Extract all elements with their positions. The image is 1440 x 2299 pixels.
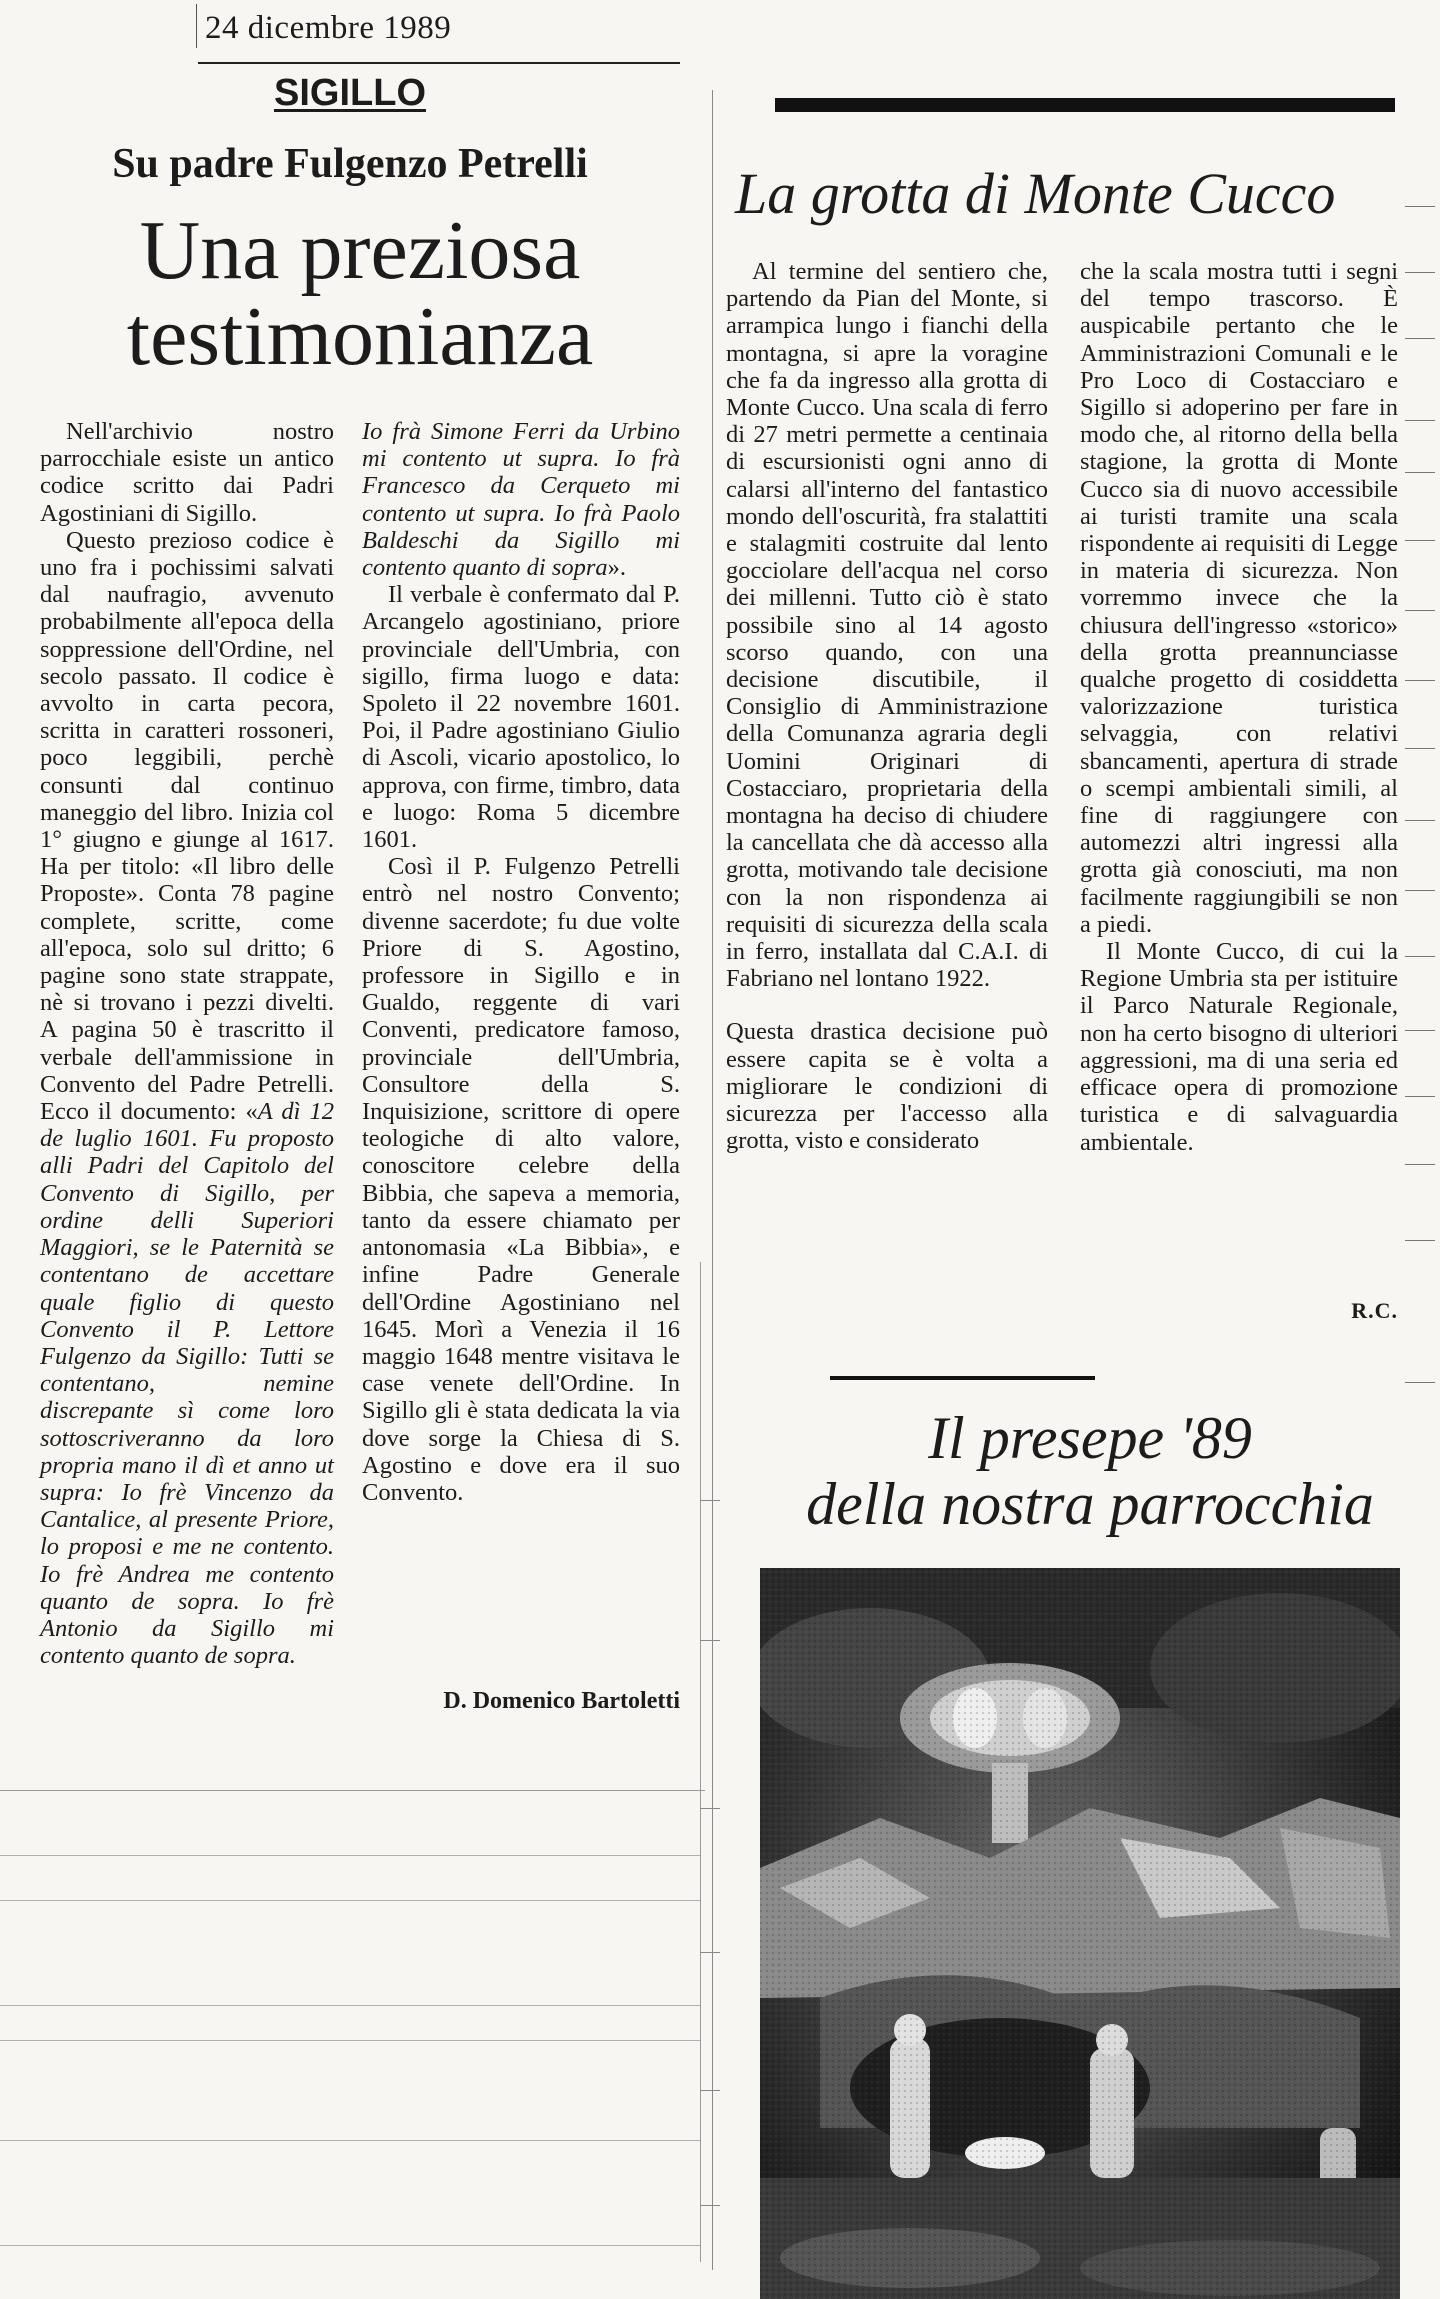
paragraph: Nell'archivio nostro parrocchiale esiste un antico codice scritto dai Padri Agostiniani di Sigillo. <box>40 418 334 527</box>
margin-tick <box>700 1500 720 1501</box>
margin-tick <box>1405 956 1435 957</box>
article-subtitle: Su padre Fulgenzo Petrelli <box>112 141 588 187</box>
paragraph: Il verbale è confermato dal P. Arcangelo agostiniano, priore provinciale dell'Umbria, con sigillo, firma luogo e data: Spoleto il 22 novembre 1601. Poi, il Padre agostiniano Giulio di Ascoli, vicario apostolico, lo approva, con firme, timbro, data e luogo: Roma 5 dicembre 1601. <box>362 581 680 854</box>
quoted-document: A dì 12 de luglio 1601. Fu proposto alli Padri del Capitolo del Convento di Sigillo, per ordine delli Superiori Maggiori, se le Paternità se contentano de accettare quale figlio di questo Convento il P. Lettore Fulgenzo da Sigillo: Tutti se contentano, nemine discrepante sì come loro sottoscriveranno da loro propria mano il dì et anno ut supra: Io frè Vincenzo da Cantalice, al presente Priore, lo proposi e me ne contento. Io frè Andrea me contento quanto de sopra. Io frè Antonio da Sigillo mi contento quanto de sopra. <box>40 1098 334 1670</box>
column-separator <box>700 1262 701 2262</box>
margin-tick <box>700 2205 720 2206</box>
left-article-column-2 <box>362 418 680 1506</box>
section-kicker: SIGILLO <box>274 72 426 114</box>
paragraph: Così il P. Fulgenzo Petrelli entrò nel nostro Convento; divenne sacerdote; fu due volte Priore di S. Agostino, professore in Sigillo e in Gualdo, reggente di vari Conventi, predicatore famoso, provinciale dell'Umbria, Consultore della S. Inquisizione, scrittore di opere teologiche di alto valore, conoscitore celebre della Bibbia, che sapeva a memoria, tanto da essere chiamato per antonomasia «La Bibbia», e infine Padre Generale dell'Ordine Agostiniano nel 1645. Morì a Venezia il 16 maggio 1648 mentre visitava le case venete dell'Ordine. In Sigillo gli è stata dedicata la via dove sorge la Chiesa di S. Agostino e dove era il suo Convento. <box>362 853 680 1506</box>
margin-tick <box>1405 1240 1435 1241</box>
margin-tick <box>1405 1030 1435 1031</box>
right-article-column-2 <box>1080 258 1398 1156</box>
quote-close: ». <box>607 554 627 582</box>
date-marker-line <box>196 4 197 48</box>
margin-tick <box>1405 748 1435 749</box>
margin-tick <box>1405 1382 1435 1383</box>
separator-line <box>0 1855 700 1856</box>
nativity-scene-photo <box>760 1568 1400 2299</box>
separator-line <box>0 2005 700 2006</box>
separator-line <box>0 1790 705 1791</box>
separator-line <box>0 2040 700 2041</box>
publication-date: 24 dicembre 1989 <box>205 10 452 46</box>
margin-tick <box>1405 1096 1435 1097</box>
margin-tick <box>700 2090 720 2091</box>
photo-headline-line-1: Il presepe '89 <box>928 1405 1252 1471</box>
margin-tick <box>700 1808 720 1809</box>
column-separator <box>712 90 713 2270</box>
separator-line <box>0 1900 700 1901</box>
margin-tick <box>1405 610 1435 611</box>
margin-tick <box>1405 206 1435 207</box>
paragraph <box>362 418 680 581</box>
paragraph: che la scala mostra tutti i segni del tempo trascorso. È auspicabile pertanto che le Amministrazioni Comunali e le Pro Loco di Costacciaro e Sigillo si adoperino per fare in modo che, al ritorno della bella stagione, la grotta di Monte Cucco sia di nuovo accessibile ai turisti tramite una scala rispondente ai requisiti di Legge in materia di sicurezza. Non vorremmo invece che la chiusura dell'ingresso «storico» della grotta preannunciasse qualche progetto di cosiddetta valorizzazione turistica selvaggia, con relativi sbancamenti, apertura di strade o scempi ambientali simili, al fine di raggiungere con automezzi altri ingressi alla grotta già conosciuti, ma non facilmente raggiungibili se non a piedi. <box>1080 258 1398 938</box>
photo-headline-line-2: della nostra parrocchia <box>806 1471 1374 1537</box>
article-headline: Una preziosa testimonianza <box>126 204 594 383</box>
quoted-document-continued: Io frà Simone Ferri da Urbino mi contento ut supra. Io frà Francesco da Cerqueto mi contento ut supra. Io frà Paolo Baldeschi da Sigillo mi contento quanto di sopra <box>362 418 680 582</box>
margin-tick <box>1405 680 1435 681</box>
margin-tick <box>1405 820 1435 821</box>
margin-tick <box>700 1640 720 1641</box>
margin-tick <box>1405 1164 1435 1165</box>
photo-headline <box>740 1405 1440 1537</box>
paragraph: Questa drastica decisione può essere capita se è volta a migliorare le condizioni di sicurezza per l'accesso alla grotta, visto e considerato <box>726 1018 1048 1155</box>
right-article-column-1 <box>726 258 1048 1155</box>
heavy-rule <box>830 1376 1095 1380</box>
margin-tick <box>1405 420 1435 421</box>
margin-tick <box>700 1952 720 1953</box>
margin-tick <box>1405 890 1435 891</box>
author-signature: D. Domenico Bartoletti <box>443 1688 680 1714</box>
left-article-column-1 <box>40 418 334 1669</box>
date-rule <box>198 62 680 64</box>
author-initials: R.C. <box>1351 1298 1398 1323</box>
margin-tick <box>1405 272 1435 273</box>
paragraph <box>40 527 334 1670</box>
separator-line <box>0 2245 700 2246</box>
heavy-rule <box>775 98 1395 112</box>
paragraph: Il Monte Cucco, di cui la Regione Umbria sta per istituire il Parco Naturale Regionale, non ha certo bisogno di ulteriori aggressioni, ma di una seria ed efficace opera di promozione turistica e di salvaguardia ambientale. <box>1080 938 1398 1156</box>
margin-tick <box>1405 338 1435 339</box>
paragraph: Al termine del sentiero che, partendo da Pian del Monte, si arrampica lungo i fianchi della montagna, si apre la voragine che fa da ingresso alla grotta di Monte Cucco. Una scala di ferro di 27 metri permette a centinaia di escursionisti ogni anno di calarsi all'interno del fantastico mondo dell'oscurità, fra stalattiti e stalagmiti costruite dal lento gocciolare dell'acqua nel corso dei millenni. Tutto ciò è stato possibile sino al 14 agosto scorso quando, con una decisione discutibile, il Consiglio di Amministrazione della Comunanza agraria degli Uomini Originari di Costacciaro, proprietaria della montagna ha deciso di chiudere la cancellata che dà accesso alla grotta, motivando tale decisione con la non rispondenza ai requisiti di sicurezza della scala in ferro, installata dal C.A.I. di Fabriano nel lontano 1922. <box>726 258 1048 993</box>
margin-tick <box>1405 540 1435 541</box>
article-title: La grotta di Monte Cucco <box>735 161 1336 226</box>
paragraph-text: Questo prezioso codice è uno fra i pochissimi salvati dal naufragio, avvenuto probabilmente all'epoca della soppressione dell'Ordine, nel secolo passato. Il codice è avvolto in carta pecora, scritta in caratteri rossoneri, poco leggibili, perchè consunti dal continuo maneggio del libro. Inizia col 1° giugno e giunge al 1617. Ha per titolo: «Il libro delle Proposte». Conta 78 pagine complete, scritte, come all'epoca, solo sul dritto; 6 pagine sono state strappate, nè si trovano i pezzi divelti. A pagina 50 è trascritto il verbale dell'ammissione in Convento del Padre Petrelli. Ecco il documento: « <box>40 526 334 1126</box>
margin-tick <box>1405 472 1435 473</box>
separator-line <box>0 2140 700 2141</box>
